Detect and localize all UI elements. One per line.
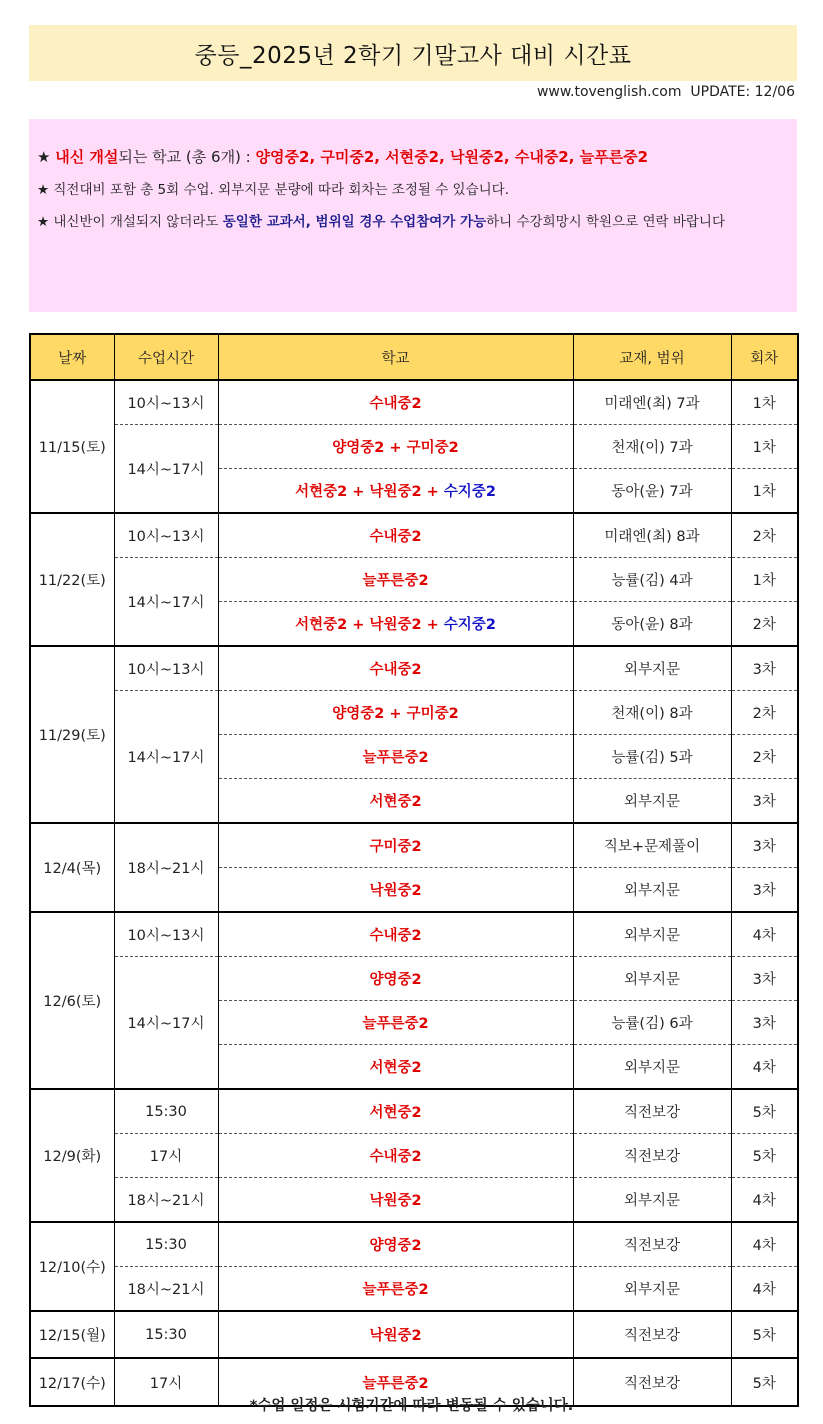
header-time: 수업시간 — [114, 334, 218, 380]
notice-join-b: 동일한 교과서, 범위일 경우 수업참여가 가능 — [222, 214, 487, 230]
round-cell: 5차 — [731, 1311, 798, 1358]
round-cell: 3차 — [731, 868, 798, 913]
notice-line-join — [37, 213, 787, 232]
table-row — [30, 823, 798, 868]
time-cell: 10시~13시 — [114, 380, 218, 425]
header-round: 회차 — [731, 334, 798, 380]
date-cell: 11/29(토) — [30, 646, 114, 823]
school-cell — [218, 1267, 573, 1312]
school-name: 양영중2 — [369, 1238, 422, 1254]
school-name: 양영중2 + 구미중2 — [332, 706, 459, 722]
notice-box — [29, 119, 797, 312]
time-cell: 18시~21시 — [114, 1178, 218, 1223]
book-cell: 능률(김) 6과 — [573, 1001, 731, 1045]
notice-open-schools: 양영중2, 구미중2, 서현중2, 낙원중2, 수내중2, 늘푸른중2 — [255, 148, 649, 166]
school-cell — [218, 912, 573, 957]
time-cell: 18시~21시 — [114, 823, 218, 912]
school-cell — [218, 868, 573, 913]
book-cell: 외부지문 — [573, 1178, 731, 1223]
header-date: 날짜 — [30, 334, 114, 380]
time-cell: 18시~21시 — [114, 1267, 218, 1312]
book-cell: 천재(이) 8과 — [573, 691, 731, 735]
round-cell: 4차 — [731, 1045, 798, 1090]
round-cell: 1차 — [731, 469, 798, 514]
school-name: 늘푸른중2 — [362, 1016, 429, 1032]
book-cell: 직전보강 — [573, 1222, 731, 1267]
round-cell: 1차 — [731, 380, 798, 425]
notice-join-a: ★ 내신반이 개설되지 않더라도 — [37, 214, 223, 230]
book-cell: 천재(이) 7과 — [573, 425, 731, 469]
header-school: 학교 — [218, 334, 573, 380]
round-cell: 2차 — [731, 735, 798, 779]
time-cell: 15:30 — [114, 1089, 218, 1134]
round-cell: 2차 — [731, 691, 798, 735]
book-cell: 직전보강 — [573, 1134, 731, 1178]
header-book: 교재, 범위 — [573, 334, 731, 380]
book-cell: 직전보강 — [573, 1358, 731, 1406]
date-cell: 12/6(토) — [30, 912, 114, 1089]
school-cell — [218, 1045, 573, 1090]
time-cell: 15:30 — [114, 1222, 218, 1267]
school-name: 수내중2 — [369, 662, 422, 678]
book-cell: 능률(김) 5과 — [573, 735, 731, 779]
school-name: 수내중2 — [369, 529, 422, 545]
school-name: 낙원중2 — [369, 1328, 422, 1344]
school-name-extra: 수지중2 — [443, 484, 496, 500]
book-cell: 외부지문 — [573, 1045, 731, 1090]
table-row — [30, 558, 798, 602]
date-cell: 12/4(목) — [30, 823, 114, 912]
school-name-extra: 수지중2 — [443, 617, 496, 633]
school-cell — [218, 469, 573, 514]
table-row — [30, 646, 798, 691]
school-cell — [218, 779, 573, 824]
school-cell — [218, 957, 573, 1001]
round-cell: 4차 — [731, 912, 798, 957]
table-row — [30, 425, 798, 469]
time-cell: 17시 — [114, 1358, 218, 1406]
table-row — [30, 513, 798, 558]
school-name: 늘푸른중2 — [362, 1375, 429, 1392]
round-cell: 5차 — [731, 1134, 798, 1178]
school-name: 늘푸른중2 — [362, 750, 429, 766]
school-cell — [218, 691, 573, 735]
school-cell — [218, 1178, 573, 1223]
school-cell — [218, 1001, 573, 1045]
school-name: 구미중2 — [369, 839, 422, 855]
school-name: 서현중2 — [369, 1105, 422, 1121]
round-cell: 4차 — [731, 1222, 798, 1267]
table-row — [30, 380, 798, 425]
school-cell — [218, 558, 573, 602]
title-banner — [29, 25, 797, 81]
round-cell: 3차 — [731, 1001, 798, 1045]
table-row — [30, 1089, 798, 1134]
school-cell — [218, 823, 573, 868]
notice-open-label: 내신 개설 — [55, 148, 119, 166]
school-name: 낙원중2 — [369, 1193, 422, 1209]
time-cell: 10시~13시 — [114, 646, 218, 691]
table-row — [30, 1311, 798, 1358]
school-name: 수내중2 — [369, 396, 422, 412]
book-cell: 미래엔(최) 7과 — [573, 380, 731, 425]
time-cell: 14시~17시 — [114, 425, 218, 514]
round-cell: 3차 — [731, 779, 798, 824]
notice-join-c: 하니 수강희망시 학원으로 연락 바랍니다 — [486, 214, 726, 230]
notice-line-sessions: ★ 직전대비 포함 총 5회 수업. 외부지문 분량에 따라 회차는 조정될 수 있습니다. — [37, 182, 509, 198]
school-name: 늘푸른중2 — [362, 573, 429, 589]
school-cell — [218, 1134, 573, 1178]
book-cell: 직보+문제풀이 — [573, 823, 731, 868]
notice-open-mid: 되는 학교 (총 6개) : — [118, 148, 251, 166]
round-cell: 1차 — [731, 558, 798, 602]
date-cell: 12/15(월) — [30, 1311, 114, 1358]
book-cell: 외부지문 — [573, 868, 731, 913]
book-cell: 직전보강 — [573, 1089, 731, 1134]
book-cell: 외부지문 — [573, 646, 731, 691]
time-cell: 15:30 — [114, 1311, 218, 1358]
book-cell: 외부지문 — [573, 957, 731, 1001]
school-name: 양영중2 + 구미중2 — [332, 440, 459, 456]
school-cell — [218, 513, 573, 558]
book-cell: 외부지문 — [573, 779, 731, 824]
date-cell: 12/10(수) — [30, 1222, 114, 1311]
footnote: *수업 일정은 시험기간에 따라 변동될 수 있습니다. — [249, 1398, 574, 1414]
time-cell: 10시~13시 — [114, 513, 218, 558]
school-name: 서현중2 + 낙원중2 + — [295, 617, 444, 633]
date-cell: 12/17(수) — [30, 1358, 114, 1406]
round-cell: 3차 — [731, 823, 798, 868]
time-cell: 17시 — [114, 1134, 218, 1178]
school-name: 낙원중2 — [369, 883, 422, 899]
book-cell: 동아(윤) 7과 — [573, 469, 731, 514]
time-cell: 14시~17시 — [114, 558, 218, 647]
school-cell — [218, 1311, 573, 1358]
round-cell: 5차 — [731, 1089, 798, 1134]
school-cell — [218, 646, 573, 691]
round-cell: 4차 — [731, 1267, 798, 1312]
school-name: 양영중2 — [369, 972, 422, 988]
header-row — [30, 334, 798, 380]
school-name: 서현중2 — [369, 794, 422, 810]
table-row — [30, 957, 798, 1001]
time-cell: 14시~17시 — [114, 957, 218, 1090]
school-cell — [218, 1089, 573, 1134]
book-cell: 동아(윤) 8과 — [573, 602, 731, 647]
table-row — [30, 1222, 798, 1267]
date-cell: 11/22(토) — [30, 513, 114, 646]
round-cell: 3차 — [731, 957, 798, 1001]
school-name: 수내중2 — [369, 1149, 422, 1165]
table-row — [30, 1178, 798, 1223]
site-update-line — [537, 84, 795, 100]
date-cell: 12/9(화) — [30, 1089, 114, 1222]
school-name: 서현중2 — [369, 1060, 422, 1076]
school-cell — [218, 735, 573, 779]
page-title: 중등_2025년 2학기 기말고사 대비 시간표 — [194, 42, 632, 69]
date-cell: 11/15(토) — [30, 380, 114, 513]
round-cell: 2차 — [731, 602, 798, 647]
site-url[interactable]: www.tovenglish.com — [536, 84, 682, 100]
book-cell: 미래엔(최) 8과 — [573, 513, 731, 558]
round-cell: 1차 — [731, 425, 798, 469]
book-cell: 외부지문 — [573, 1267, 731, 1312]
table-row — [30, 691, 798, 735]
school-name: 수내중2 — [369, 928, 422, 944]
table-row — [30, 912, 798, 957]
schedule-table — [29, 333, 799, 1407]
round-cell: 3차 — [731, 646, 798, 691]
notice-line-open-schools — [37, 148, 787, 167]
school-cell — [218, 425, 573, 469]
time-cell: 14시~17시 — [114, 691, 218, 824]
update-date: UPDATE: 12/06 — [690, 84, 795, 100]
school-name: 늘푸른중2 — [362, 1282, 429, 1298]
school-name: 서현중2 + 낙원중2 + — [295, 484, 444, 500]
book-cell: 직전보강 — [573, 1311, 731, 1358]
time-cell: 10시~13시 — [114, 912, 218, 957]
school-cell — [218, 380, 573, 425]
table-row — [30, 1267, 798, 1312]
book-cell: 능률(김) 4과 — [573, 558, 731, 602]
star-icon: ★ — [37, 148, 51, 166]
school-cell — [218, 602, 573, 647]
school-cell — [218, 1222, 573, 1267]
round-cell: 2차 — [731, 513, 798, 558]
round-cell: 4차 — [731, 1178, 798, 1223]
round-cell: 5차 — [731, 1358, 798, 1406]
book-cell: 외부지문 — [573, 912, 731, 957]
table-row — [30, 1134, 798, 1178]
